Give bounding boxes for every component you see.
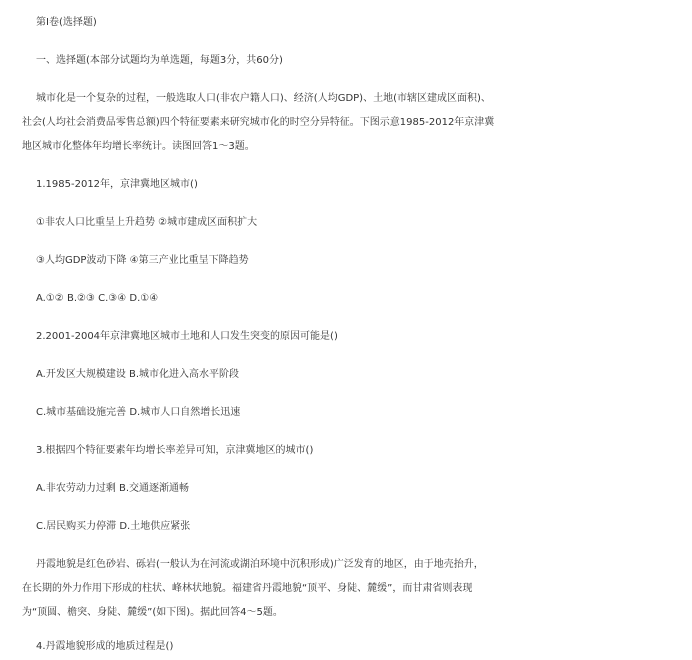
q3-choices-1: A.非农劳动力过剩 B.交通逐渐通畅 xyxy=(36,483,190,494)
intro1-line-2: 社会(人均社会消费品零售总额)四个特征要素来研究城市化的时空分异特征。下图示意1985-2012年京津冀 xyxy=(22,117,495,128)
q2-choices-1: A.开发区大规模建设 B.城市化进入高水平阶段 xyxy=(36,369,240,380)
intro2-line-2: 在长期的外力作用下形成的柱状、峰林状地貌。福建省丹霞地貌“顶平、身陡、麓缓”，而甘肃省则表现 xyxy=(22,583,473,594)
section-title: 一、选择题(本部分试题均为单选题，每题3分，共60分) xyxy=(36,55,283,66)
intro1-line-3: 地区城市化整体年均增长率统计。读图回答1～3题。 xyxy=(22,141,255,152)
intro1-line-1: 城市化是一个复杂的过程，一般选取人口(非农户籍人口)、经济(人均GDP)、土地(市辖区建成区面积)、 xyxy=(36,93,491,104)
volume-title: 第Ⅰ卷(选择题) xyxy=(36,17,97,28)
q3-choices-2: C.居民购买力停滞 D.土地供应紧张 xyxy=(36,521,191,532)
q3-stem: 3.根据四个特征要素年均增长率差异可知，京津冀地区的城市() xyxy=(36,445,314,456)
q1-options-2: ③人均GDP波动下降 ④第三产业比重呈下降趋势 xyxy=(36,255,249,266)
q1-options-1: ①非农人口比重呈上升趋势 ②城市建成区面积扩大 xyxy=(36,217,258,228)
intro2-line-1: 丹霞地貌是红色砂岩、砾岩(一般认为在河流或湖泊环境中沉积形成)广泛发育的地区，由于地壳抬升， xyxy=(36,559,484,570)
q1-choices: A.①② B.②③ C.③④ D.①④ xyxy=(36,293,159,304)
q2-stem: 2.2001-2004年京津冀地区城市土地和人口发生突变的原因可能是() xyxy=(36,331,338,342)
q4-stem: 4.丹霞地貌形成的地质过程是() xyxy=(36,641,174,652)
q1-stem: 1.1985-2012年，京津冀地区城市() xyxy=(36,179,198,190)
intro2-line-3: 为“顶圆、檐突、身陡、麓缓”(如下图)。据此回答4～5题。 xyxy=(22,607,283,618)
q2-choices-2: C.城市基础设施完善 D.城市人口自然增长迅速 xyxy=(36,407,241,418)
